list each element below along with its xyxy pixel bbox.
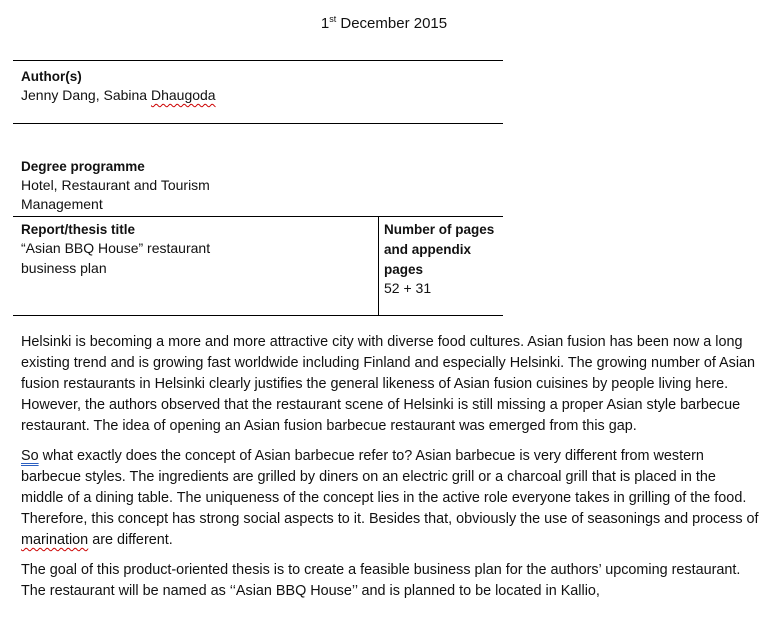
thesis-title-line-2: business plan — [21, 260, 107, 276]
thesis-title-label: Report/thesis title — [21, 222, 136, 237]
degree-line-2: Management — [21, 196, 103, 212]
table-rule-bottom — [13, 315, 503, 316]
grammar-flagged-word[interactable]: So — [21, 448, 39, 464]
document-date: 1st December 2015 — [320, 14, 448, 32]
abstract-body — [21, 332, 761, 611]
thesis-title-line-1: “Asian BBQ House” restaurant — [21, 240, 211, 256]
pages-label-line-2: and appendix — [384, 242, 472, 257]
spellcheck-flagged-word[interactable]: Dhaugoda — [150, 87, 216, 103]
pages-label-line-3: pages — [384, 262, 424, 277]
degree-label: Degree programme — [21, 159, 145, 174]
table-rule-author — [13, 123, 503, 124]
author-names: Jenny Dang, Sabina Dhaugoda — [21, 87, 216, 103]
table-rule-degree — [13, 216, 503, 217]
degree-line-1: Hotel, Restaurant and Tourism — [21, 177, 210, 193]
abstract-paragraph-2: So what exactly does the concept of Asian barbecue refer to? Asian barbecue is very different from western barbecue styles. The ingredients are grilled by diners on an electric grill or a charcoal grill that is placed in the middle of a dining table. The uniqueness of the concept lies in the active role everyone takes in grilling of the food. Therefore, this concept has strong social aspects to it. Besides that, obviously the use of seasonings and process of marination are different. — [21, 448, 759, 548]
abstract-paragraph-3: The goal of this product-oriented thesis is to create a feasible business plan for the authors’ upcoming restaurant. The restaurant will be named as ‘‘Asian BBQ House’’ and is planned to be located in Kallio, — [21, 562, 741, 599]
table-rule-top — [13, 60, 503, 61]
pages-label-line-1: Number of pages — [384, 222, 495, 237]
table-column-divider — [378, 216, 379, 315]
spellcheck-flagged-word[interactable]: marination — [21, 532, 89, 548]
author-label: Author(s) — [21, 69, 82, 84]
abstract-paragraph-1: Helsinki is becoming a more and more attractive city with diverse food cultures. Asian fusion has been now a long existing trend and is growing fast worldwide including Finland and especially Helsinki. The growing number of Asian fusion restaurants in Helsinki clearly justifies the general likeness of Asian fusion cuisines by people living here. However, the authors observed that the restaurant scene of Helsinki is still missing a proper Asian style barbecue restaurant. The idea of opening an Asian fusion barbecue restaurant was emerged from this gap. — [21, 334, 756, 434]
pages-value: 52 + 31 — [384, 280, 432, 296]
